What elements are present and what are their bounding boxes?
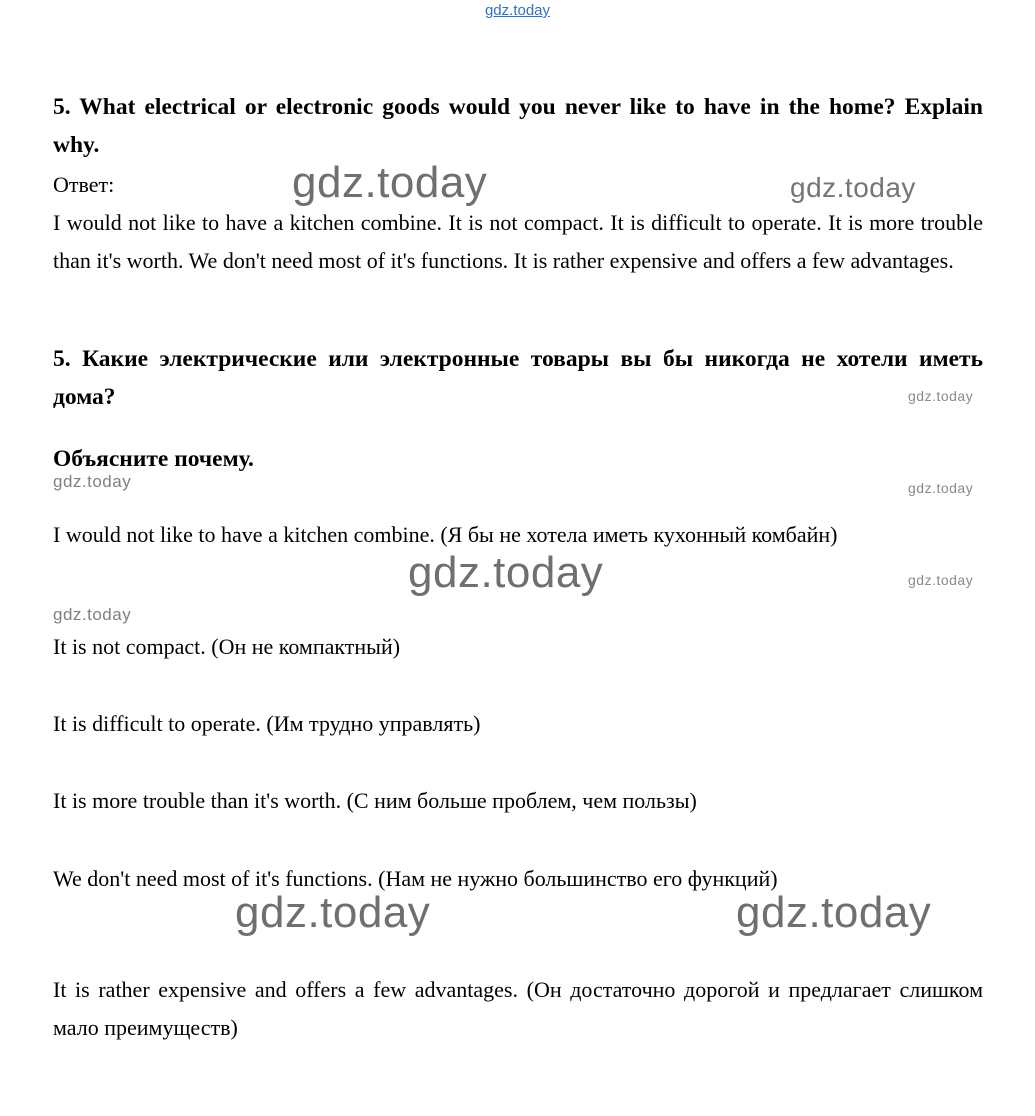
answer-item: It is difficult to operate. (Им трудно управлять)	[53, 711, 481, 736]
watermark-text: gdz.today	[790, 172, 916, 203]
answer-item: I would not like to have a kitchen combine. (Я бы не хотела иметь кухонный комбайн)	[53, 522, 838, 547]
watermark-text: gdz.today	[53, 472, 132, 491]
answer-item: It is more trouble than it's worth. (С ним больше проблем, чем пользы)	[53, 788, 697, 813]
answer-item: It is not compact. (Он не компактный)	[53, 634, 401, 659]
answer-paragraph-en: I would not like to have a kitchen combine. It is not compact. It is difficult to operate. It is more trouble than it's worth. We don't need most of it's functions. It is rather expensive and offers a few advantages.	[53, 210, 983, 273]
question-heading-ru: 5. Какие электрические или электронные товары вы бы никогда не хотели иметь дома?	[53, 346, 983, 410]
watermark-text: gdz.today	[908, 480, 974, 496]
answer-item: It is rather expensive and offers a few advantages. (Он достаточно дорогой и предлагает слишком мало преимуществ)	[53, 977, 983, 1040]
watermark-text: gdz.today	[235, 888, 431, 937]
answer-item: We don't need most of it's functions. (Нам не нужно большинство его функций)	[53, 866, 778, 891]
site-link[interactable]: gdz.today	[484, 2, 551, 19]
watermark-text: gdz.today	[292, 158, 488, 207]
answer-label: Ответ:	[53, 172, 115, 197]
watermark-text: gdz.today	[408, 548, 604, 597]
watermark-text: gdz.today	[53, 605, 132, 624]
question-heading-en: 5. What electrical or electronic goods would you never like to have in the home? Explain why.	[53, 94, 983, 158]
question-subheading-ru: Объясните почему.	[53, 446, 254, 472]
watermark-text: gdz.today	[908, 572, 974, 588]
watermark-text: gdz.today	[736, 888, 932, 937]
watermark-text: gdz.today	[908, 388, 974, 404]
